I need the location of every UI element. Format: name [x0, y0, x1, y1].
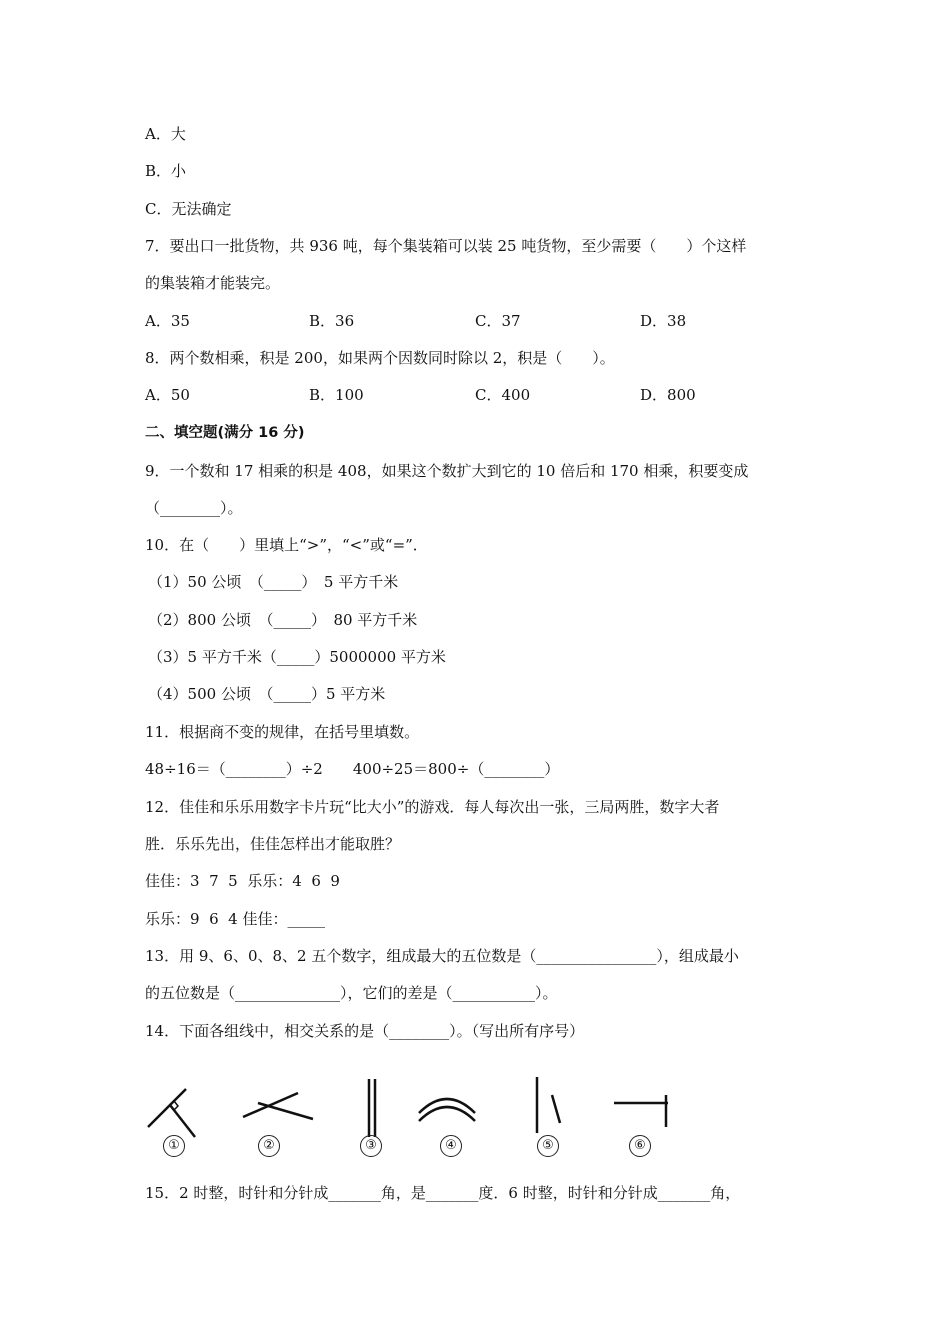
q10-item-4: （4）500 公顷 （_____）5 平方米 — [148, 685, 386, 703]
figure-4-label: ④ — [440, 1135, 462, 1157]
q8-option-b: B．100 — [309, 386, 364, 404]
figure-3-label: ③ — [360, 1135, 382, 1157]
q10-item-3: （3）5 平方千米（_____）5000000 平方米 — [148, 648, 446, 666]
figure-1-label: ① — [163, 1135, 185, 1157]
q8-option-a: A．50 — [145, 386, 190, 404]
q8-text: 8．两个数相乘，积是 200，如果两个因数同时除以 2，积是（ ）。 — [145, 349, 615, 367]
q10-item-1: （1）50 公顷 （_____） 5 平方千米 — [148, 573, 399, 591]
q6-option-c: C．无法确定 — [145, 200, 232, 218]
q7-text-line2: 的集装箱才能装完。 — [145, 274, 281, 292]
q12-cards-row1: 佳佳：3 7 5 乐乐：4 6 9 — [145, 872, 340, 890]
q11-text: 11．根据商不变的规律，在括号里填数。 — [145, 723, 420, 741]
section-title-fill-in: 二、填空题(满分 16 分) — [145, 425, 305, 441]
figure-6-label: ⑥ — [629, 1135, 651, 1157]
q14-text: 14．下面各组线中，相交关系的是（________）。（写出所有序号） — [145, 1022, 585, 1040]
q7-option-a: A．35 — [145, 312, 190, 330]
q10-text: 10．在（ ）里填上“>”，“<”或“=”． — [145, 536, 428, 554]
q6-option-a: A．大 — [145, 125, 186, 143]
q7-text-line1: 7．要出口一批货物，共 936 吨，每个集装箱可以装 25 吨货物，至少需要（ ）个这样 — [145, 237, 747, 255]
q7-option-d: D．38 — [640, 312, 687, 330]
q12-text-line1: 12．佳佳和乐乐用数字卡片玩“比大小”的游戏．每人每次出一张，三局两胜，数字大者 — [145, 798, 720, 816]
q11-equations: 48÷16＝（________）÷2 400÷25＝800÷（________） — [145, 760, 560, 778]
q7-option-c: C．37 — [475, 312, 521, 330]
q9-text-line2: （________）。 — [145, 499, 243, 517]
figure-5-label: ⑤ — [537, 1135, 559, 1157]
q9-text-line1: 9．一个数和 17 相乘的积是 408，如果这个数扩大到它的 10 倍后和 170 相乘，积要变成 — [145, 462, 749, 480]
q6-option-b: B．小 — [145, 162, 187, 180]
q12-cards-row2: 乐乐：9 6 4 佳佳：_____ — [145, 910, 325, 928]
q10-item-2: （2）800 公顷 （_____） 80 平方千米 — [148, 611, 418, 629]
q15-text: 15．2 时整，时针和分针成_______角，是_______度．6 时整，时针和分针成_______角， — [145, 1184, 741, 1202]
q8-option-d: D．800 — [640, 386, 696, 404]
q8-option-c: C．400 — [475, 386, 531, 404]
q13-text-line2: 的五位数是（______________），它们的差是（___________）。 — [145, 984, 558, 1002]
q13-text-line1: 13．用 9、6、0、8、2 五个数字，组成最大的五位数是（________________），组成最小 — [145, 947, 739, 965]
figure-2-label: ② — [258, 1135, 280, 1157]
q12-text-line2: 胜．乐乐先出，佳佳怎样出才能取胜？ — [145, 835, 401, 853]
q7-option-b: B．36 — [309, 312, 355, 330]
